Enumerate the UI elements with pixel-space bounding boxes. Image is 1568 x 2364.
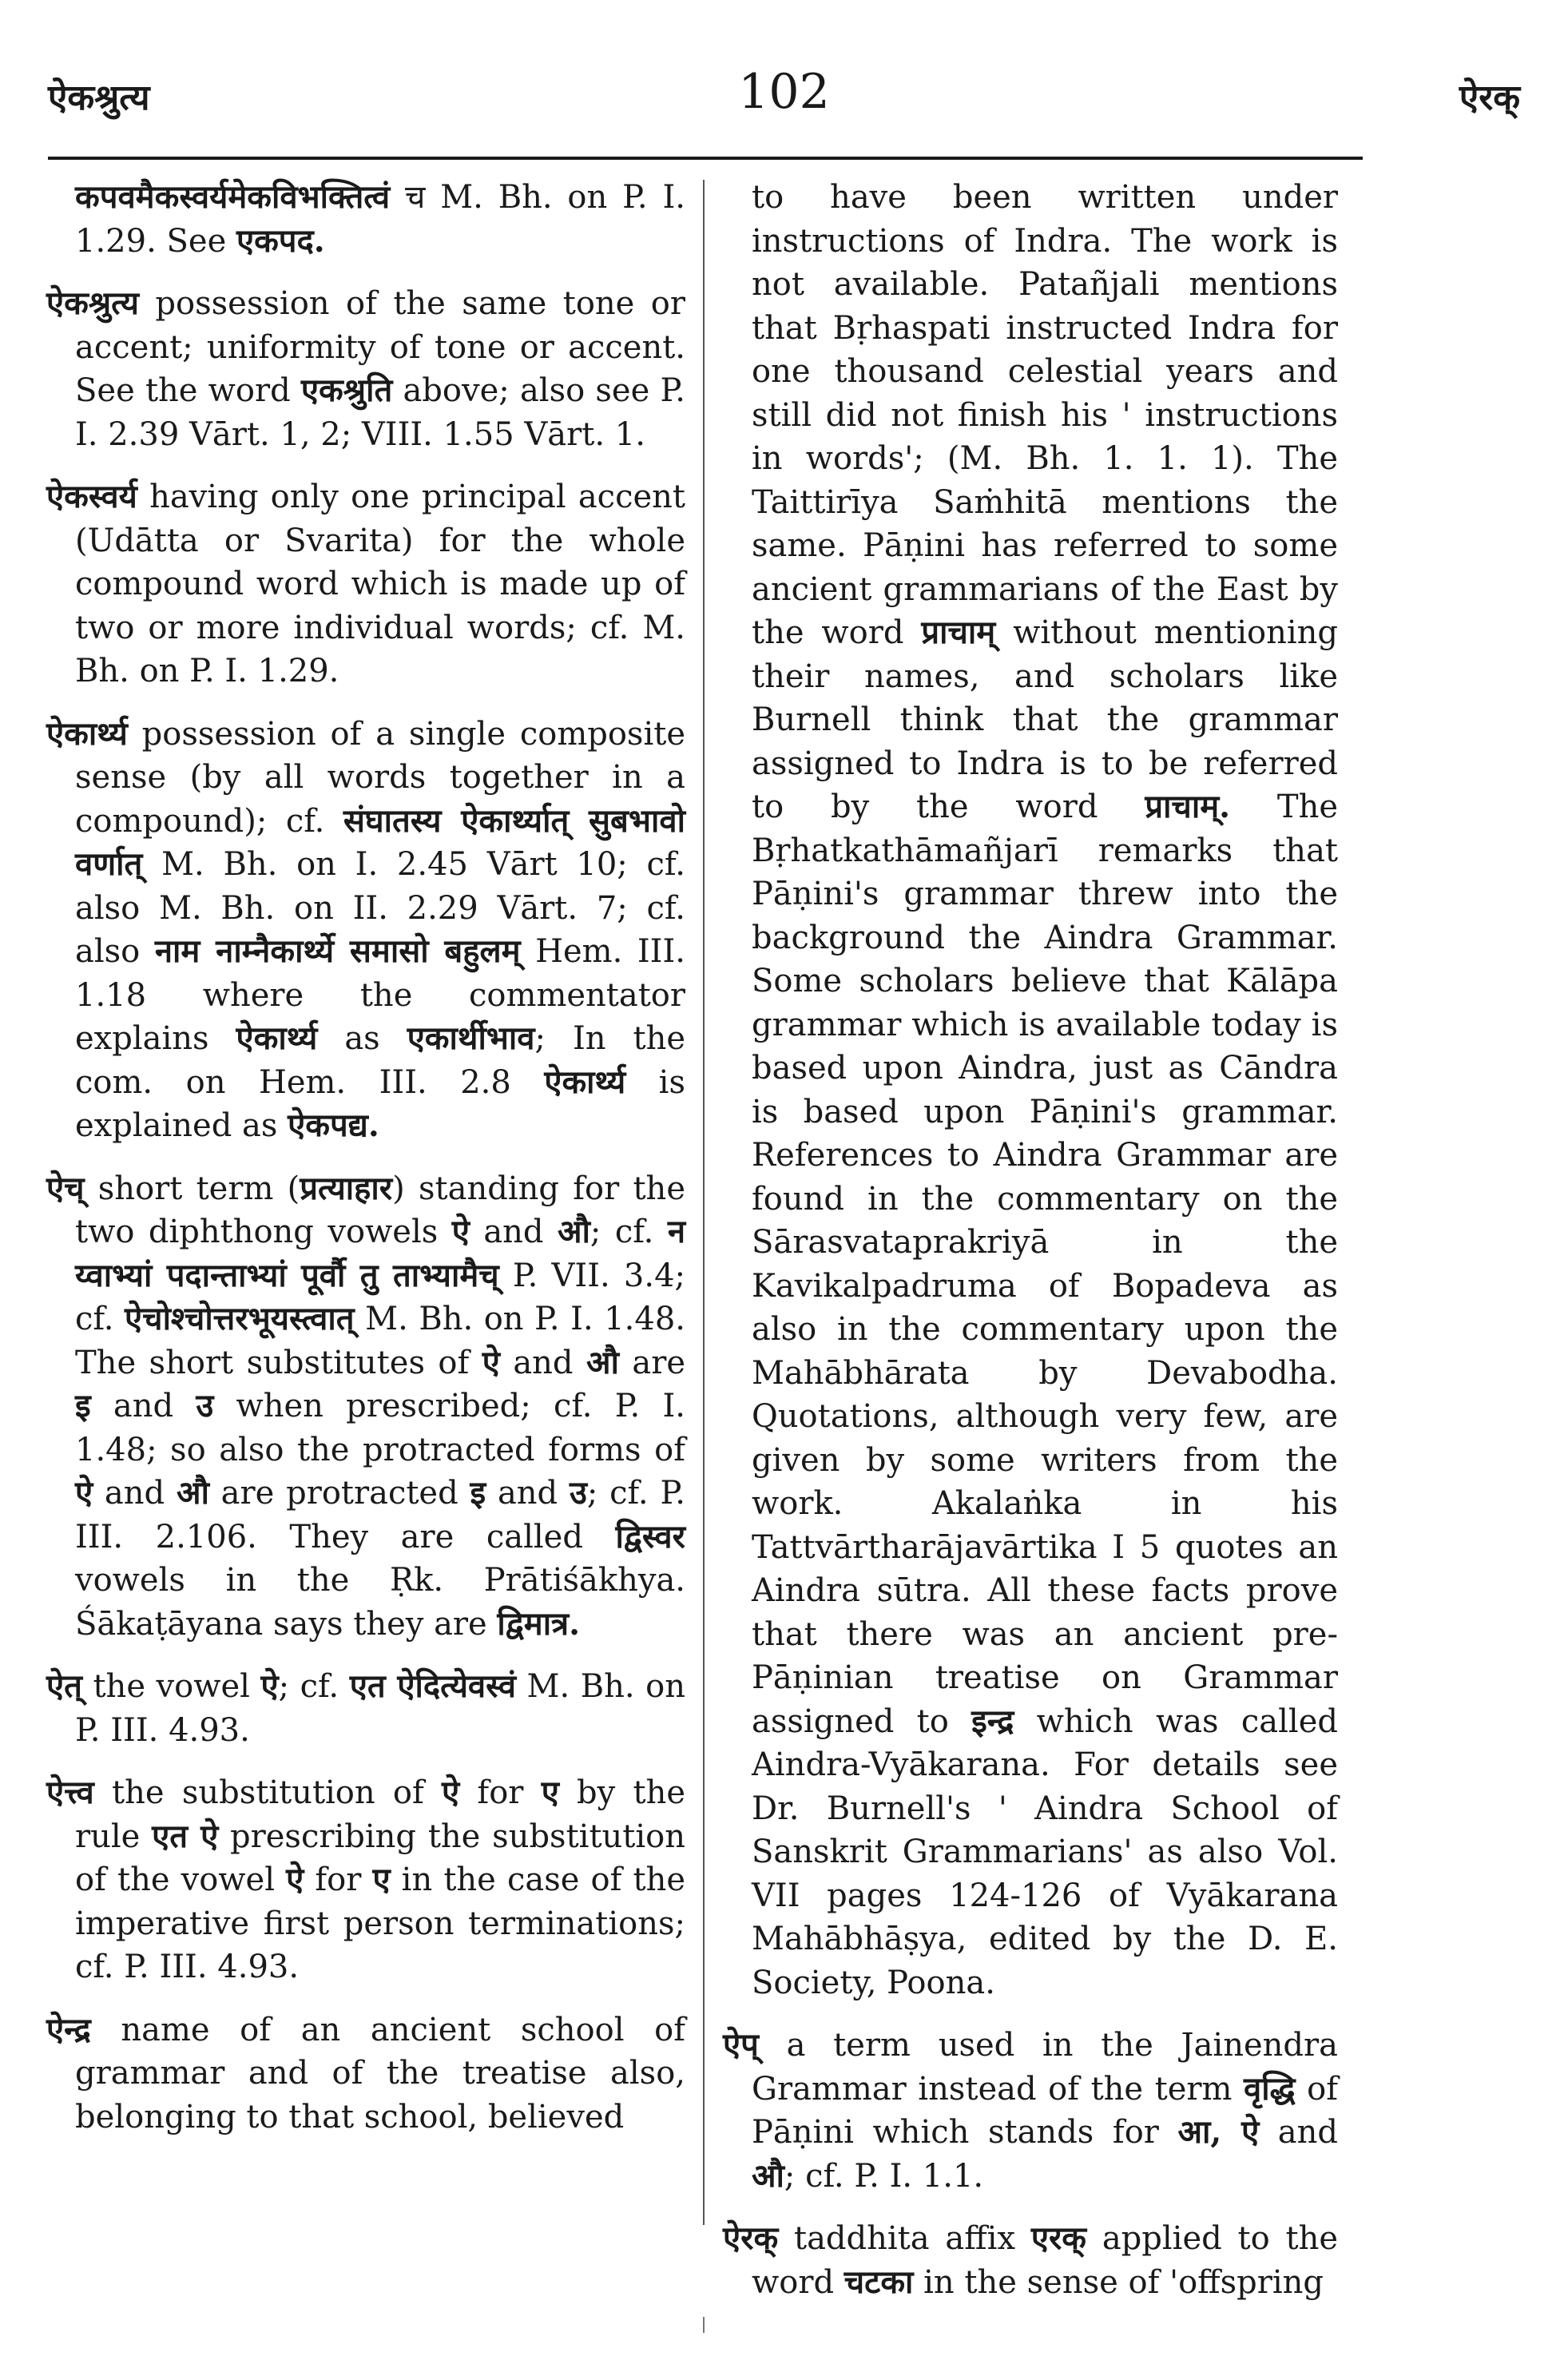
entry-text: ; cf. (589, 1214, 668, 1250)
sanskrit-term: एत ऐ (152, 1817, 219, 1855)
entry-text: M. Bh. on P. III. 4.93. (75, 1668, 686, 1749)
entry-text: ; cf. P. III. 2.106. They are called (75, 1475, 685, 1555)
sanskrit-term: इ (470, 1474, 486, 1512)
dictionary-entry (46, 1167, 685, 1647)
sanskrit-term: चटका (844, 2263, 914, 2301)
entry-headword: ऐरक् (723, 2219, 779, 2257)
entry-text: without mentioning their names, and scholars like Burnell think that the grammar assigned to Indra is to be referred to by the word (752, 614, 1338, 825)
sanskrit-term: ऐकार्थ्य (544, 1063, 626, 1101)
dictionary-entry (46, 282, 685, 456)
entry-headword: ऐकार्थ्य (46, 714, 128, 753)
entry-text: M. Bh. on I. 2.45 Vārt 10; cf. also M. Bh. on II. 2.29 Vārt. 7; cf. also (75, 846, 685, 970)
sanskrit-term: औ (752, 2156, 784, 2195)
entry-text: is explained as (75, 1063, 685, 1144)
sanskrit-term: वृद्धि (1244, 2069, 1296, 2108)
sanskrit-term: ऐ (286, 1861, 304, 1898)
bottom-mark (703, 2317, 705, 2333)
sanskrit-term: एकश्रुति (300, 371, 393, 409)
entry-text: for (304, 1861, 373, 1898)
entry-text: ; cf. P. I. 1.1. (784, 2157, 984, 2195)
sanskrit-term: प्राचाम् (921, 614, 996, 651)
entry-text: च M. Bh. on P. I. 1.29. See (75, 179, 685, 260)
entry-text: taddhita affix (778, 2220, 1031, 2257)
sanskrit-term: इन्द्र (971, 1702, 1014, 1740)
sanskrit-term: ऐ (482, 1343, 500, 1381)
entry-text: ; cf. (278, 1668, 350, 1705)
entry-text: to have been written under instructions of Indra. The work is not available. Patañjali mentions that Bṛhaspati instructed Indra for one thousand celestial years and still did not finish his ' instructions in words'; (M. Bh. 1. 1. 1). The Taittirīya Saṁhitā mentions the same. Pāṇini has referred to some ancient grammarians of the East by the word (752, 179, 1338, 651)
entry-headword: ऐकस्वर्य (46, 478, 137, 515)
sanskrit-term: ऐकार्थ्य (236, 1019, 318, 1057)
entry-headword: ऐच् (46, 1169, 85, 1207)
header-left-guideword: ऐकश्रुत्य (48, 77, 150, 118)
sanskrit-term: उ (569, 1474, 587, 1512)
entry-text: by the rule (75, 1774, 686, 1855)
dictionary-entry (46, 475, 685, 693)
sanskrit-term: ए (541, 1774, 559, 1811)
entry-headword: ऐत् (46, 1667, 82, 1705)
entry-text: in the case of the imperative first person terminations; cf. P. III. 4.93. (75, 1861, 685, 1985)
entry-headword: ऐन्द्र (46, 2010, 91, 2048)
sanskrit-term: कपवमैकस्वर्यमेकविभक्तित्वं (75, 178, 391, 216)
entry-text: are protracted (208, 1475, 470, 1512)
sanskrit-term: ऐ (75, 1474, 93, 1512)
header-right-guideword: ऐरक् (1459, 77, 1520, 118)
column-divider (703, 180, 705, 2225)
entry-text: and (93, 1475, 177, 1512)
entry-text: P. VII. 3.4; cf. (75, 1257, 685, 1337)
entry-headword: ऐत्त्व (46, 1774, 94, 1811)
sanskrit-term: ऐचोश्चोत्तरभूयस्त्वात् (125, 1300, 355, 1337)
entry-text: name of an ancient school of grammar and of the treatise also, belonging to that school, believed (75, 2011, 685, 2136)
entry-text: ; In the com. on Hem. III. 2.8 (75, 1020, 686, 1101)
sanskrit-term: नाम नाम्नैकार्थ्ये समासो बहुलम् (154, 932, 521, 970)
entry-continuation (46, 176, 685, 263)
sanskrit-term: प्राचाम्. (1145, 788, 1231, 825)
entry-headword: ऐकश्रुत्य (46, 284, 139, 322)
dictionary-entry (723, 2024, 1338, 2198)
page-number: 102 (738, 64, 830, 120)
entry-text: short term ( (84, 1170, 300, 1207)
entry-continuation (723, 176, 1338, 2004)
entry-text: which was called Aindra-Vyākarana. For details see Dr. Burnell's ' Aindra School of Sanskrit Grammarians' as also Vol. VII pages 124-126 of Vyākarana Mahābhāṣya, edited by the D. E. Society, Poona. (752, 1702, 1338, 2001)
entry-text: prescribing the substitution of the vowel (75, 1818, 685, 1898)
entry-text: are (618, 1344, 685, 1381)
dictionary-entry (46, 1771, 685, 1989)
sanskrit-term: एकपद. (236, 221, 325, 260)
sanskrit-term: एकार्थीभाव (407, 1019, 535, 1057)
dictionary-entry (46, 713, 685, 1148)
entry-headword: ऐप् (723, 2026, 759, 2064)
entry-text: The Bṛhatkathāmañjarī remarks that Pāṇini's grammar threw into the background the Aindra Grammar. Some scholars believe that Kālāpa grammar which is available today is based upon Aindra, just as Cāndra is based upon Pāṇini's grammar. References to Aindra Grammar are found in the commentary on the Sārasvataprakriyā in the Kavikalpadruma of Bopadeva as also in the commentary upon the Mahābhārata by Devabodha. Quotations, although very few, are given by some writers from the work. Akalaṅka in his Tattvārtharājavārtika I 5 quotes an Aindra sūtra. All these facts prove that there was an ancient pre-Pāṇinian treatise on Grammar assigned to (752, 789, 1339, 1740)
entry-text: possession of the same tone or accent; uniformity of tone or accent. See the word (75, 285, 685, 409)
entry-text: of Pāṇini which stands for (752, 2070, 1339, 2151)
sanskrit-term: ऐ (260, 1667, 279, 1705)
entry-text: the vowel (81, 1668, 261, 1705)
sanskrit-term: ए (372, 1861, 391, 1898)
entry-text: in the sense of 'offspring (913, 2263, 1324, 2301)
entry-text: and (90, 1388, 196, 1424)
sanskrit-term: ऐ (451, 1213, 470, 1250)
left-column (46, 176, 685, 2158)
header-rule (48, 157, 1363, 160)
sanskrit-term: संघातस्य ऐकार्थ्यात् सुबभावो वर्णात् (75, 801, 685, 883)
sanskrit-term: प्रत्याहार (300, 1169, 393, 1207)
entry-text: when prescribed; cf. P. I. 1.48; so also the protracted forms of (75, 1388, 685, 1468)
entry-text: having only one principal accent (Udātta or Svarita) for the whole compound word which is made up of two or more individual words; cf. M. Bh. on P. I. 1.29. (75, 479, 685, 689)
dictionary-entry (46, 1665, 685, 1752)
entry-text: vowels in the Ṛk. Prātiśākhya. Śākaṭāyana says they are (75, 1562, 685, 1643)
sanskrit-term: एत ऐदित्येवस्वं (349, 1667, 516, 1705)
sanskrit-term: उ (196, 1387, 214, 1424)
entry-text: Hem. III. 1.18 where the commentator explains (75, 933, 686, 1057)
entry-text: a term used in the Jainendra Grammar instead of the term (752, 2027, 1338, 2108)
entry-text: as (317, 1020, 407, 1057)
entry-text: and (486, 1475, 570, 1512)
sanskrit-term: ऐकपद्य. (288, 1107, 379, 1144)
sanskrit-term: ऐ (442, 1774, 460, 1811)
entry-text: above; also see P. I. 2.39 Vārt. 1, 2; VIII. 1.55 Vārt. 1. (75, 372, 685, 453)
entry-text: and (469, 1214, 558, 1250)
sanskrit-term: एरक् (1030, 2219, 1087, 2257)
sanskrit-term: द्विमात्र. (497, 1604, 581, 1643)
entry-text: ) standing for the two diphthong vowels (75, 1170, 685, 1250)
sanskrit-term: आ, ऐ (1177, 2113, 1260, 2151)
entry-text: the substitution of (93, 1774, 443, 1811)
sanskrit-term: इ (75, 1387, 91, 1424)
entry-text: applied to the word (752, 2220, 1339, 2301)
entry-text: M. Bh. on P. I. 1.48. The short substitutes of (75, 1301, 685, 1381)
entry-text: and (499, 1344, 586, 1381)
entry-text: for (459, 1774, 542, 1811)
sanskrit-term: औ (176, 1474, 209, 1512)
dictionary-entry (46, 2008, 685, 2140)
sanskrit-term: द्विस्वर (615, 1517, 685, 1555)
sanskrit-term: औ (586, 1343, 619, 1381)
page-header (48, 56, 1520, 128)
sanskrit-term: औ (558, 1213, 590, 1250)
entry-text: possession of a single composite sense (by all words together in a compound); cf. (75, 715, 685, 840)
dictionary-entry (723, 2217, 1338, 2304)
sanskrit-term: न य्वाभ्यां पदान्ताभ्यां पूर्वौ तु ताभ्यामैच् (75, 1213, 686, 1294)
right-column (723, 176, 1338, 2323)
entry-text: and (1259, 2114, 1338, 2151)
